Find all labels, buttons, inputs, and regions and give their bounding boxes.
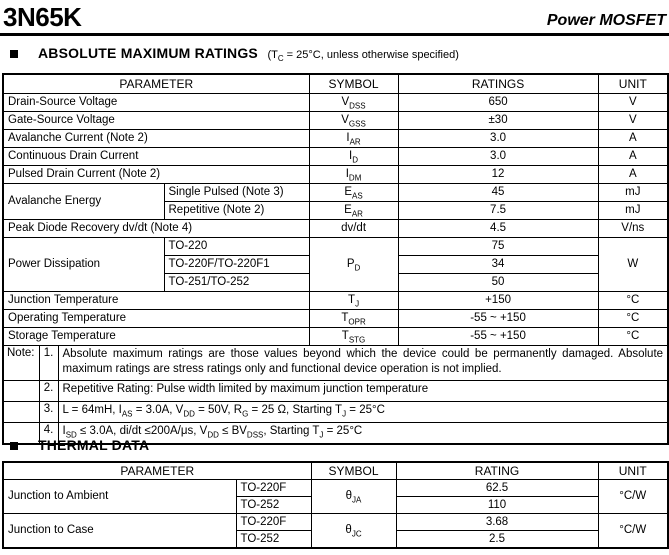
table-row (3, 166, 668, 184)
table-header-row (3, 74, 668, 94)
table-row (3, 130, 668, 148)
unit-cell: mJ (598, 202, 668, 220)
col-header-unit: UNIT (598, 462, 668, 480)
table-header-row (3, 462, 668, 480)
rating-cell: 110 (396, 497, 598, 514)
part-number: 3N65K (3, 2, 82, 32)
param-cell: Junction Temperature (3, 292, 309, 310)
note-label-cell: Note: (3, 346, 39, 381)
symbol-cell: $T_{STG}$ (309, 328, 398, 346)
rating-cell: 3.68 (396, 514, 598, 531)
note-label-cell (3, 402, 39, 423)
table-row (3, 514, 668, 531)
unit-cell: V (598, 112, 668, 130)
table-row (3, 148, 668, 166)
unit-cell: A (598, 148, 668, 166)
rating-cell: 3.0 (398, 130, 598, 148)
col-header-ratings: RATINGS (398, 74, 598, 94)
param-cell: Avalanche Current (Note 2) (3, 130, 309, 148)
rating-cell: 2.5 (396, 531, 598, 549)
condition-cell: Single Pulsed (Note 3) (164, 184, 309, 202)
symbol-cell: $P_D$ (309, 238, 398, 292)
amr-section-title: ABSOLUTE MAXIMUM RATINGS (38, 45, 258, 61)
param-cell: Avalanche Energy (3, 184, 164, 220)
param-cell: Junction to Case (3, 514, 236, 549)
col-header-rating: RATING (396, 462, 598, 480)
package-cell: TO-252 (236, 531, 311, 549)
thermal-section-title: THERMAL DATA (38, 437, 150, 453)
param-cell: Pulsed Drain Current (Note 2) (3, 166, 309, 184)
rating-cell: +150 (398, 292, 598, 310)
condition-cell: TO-251/TO-252 (164, 274, 309, 292)
note-row (3, 381, 668, 402)
condition-cell: TO-220F/TO-220F1 (164, 256, 309, 274)
symbol-cell: $I_{DM}$ (309, 166, 398, 184)
symbol-cell: $T_J$ (309, 292, 398, 310)
table-row (3, 94, 668, 112)
rating-cell: 4.5 (398, 220, 598, 238)
note-text-cell: Absolute maximum ratings are those values beyond which the device could be permanently damaged. Absolute maximum ratings are stress ratings only and functional device operation is not implied. (58, 346, 668, 381)
note-text-cell: $I_{SD} \le 3.0A$, di/dt ≤200A/μs, $V_{DD} \le BV_{DSS}$, Starting $T_J = 25^\circ C$ (58, 423, 668, 445)
symbol-cell: $V_{GSS}$ (309, 112, 398, 130)
note-text-cell: L = 64mH, $I_{AS} = 3.0A$, $V_{DD} = 50V$, $R_G = 25$ Ω, Starting $T_J = 25^\circ C$ (58, 402, 668, 423)
note-number-cell: 3. (39, 402, 58, 423)
note-text-cell: Repetitive Rating: Pulse width limited by maximum junction temperature (58, 381, 668, 402)
section-bullet-icon (10, 442, 18, 450)
symbol-cell: $\theta_{JC}$ (311, 514, 396, 549)
symbol-cell: $I_D$ (309, 148, 398, 166)
param-cell: Continuous Drain Current (3, 148, 309, 166)
unit-cell: °C (598, 292, 668, 310)
symbol-cell: $T_{OPR}$ (309, 310, 398, 328)
table-row (3, 480, 668, 497)
absolute-maximum-ratings-table (2, 73, 669, 445)
rating-cell: -55 ~ +150 (398, 328, 598, 346)
unit-cell: mJ (598, 184, 668, 202)
amr-section-heading (38, 45, 459, 63)
rating-cell: 45 (398, 184, 598, 202)
col-header-parameter: PARAMETER (3, 74, 309, 94)
symbol-cell: dv/dt (309, 220, 398, 238)
unit-cell: °C (598, 328, 668, 346)
condition-cell: TO-220 (164, 238, 309, 256)
note-row (3, 346, 668, 381)
rating-cell: 650 (398, 94, 598, 112)
header-rule (0, 33, 669, 36)
rating-cell: ±30 (398, 112, 598, 130)
rating-cell: -55 ~ +150 (398, 310, 598, 328)
unit-cell: A (598, 130, 668, 148)
param-cell: Drain-Source Voltage (3, 94, 309, 112)
unit-cell: °C (598, 310, 668, 328)
unit-cell: V (598, 94, 668, 112)
section-bullet-icon (10, 50, 18, 58)
unit-cell: V/ns (598, 220, 668, 238)
col-header-symbol: SYMBOL (311, 462, 396, 480)
unit-cell: °C/W (598, 514, 668, 549)
table-row (3, 238, 668, 256)
col-header-unit: UNIT (598, 74, 668, 94)
param-cell: Storage Temperature (3, 328, 309, 346)
symbol-cell: $E_{AR}$ (309, 202, 398, 220)
param-cell: Gate-Source Voltage (3, 112, 309, 130)
note-row (3, 402, 668, 423)
rating-cell: 34 (398, 256, 598, 274)
unit-cell: °C/W (598, 480, 668, 514)
col-header-symbol: SYMBOL (309, 74, 398, 94)
table-row (3, 184, 668, 202)
product-family: Power MOSFET (546, 12, 666, 29)
package-cell: TO-252 (236, 497, 311, 514)
thermal-data-table (2, 461, 669, 549)
symbol-cell: $V_{DSS}$ (309, 94, 398, 112)
package-cell: TO-220F (236, 480, 311, 497)
rating-cell: 7.5 (398, 202, 598, 220)
param-cell: Operating Temperature (3, 310, 309, 328)
note-label-cell (3, 423, 39, 445)
rating-cell: 3.0 (398, 148, 598, 166)
symbol-cell: $I_{AR}$ (309, 130, 398, 148)
symbol-cell: $E_{AS}$ (309, 184, 398, 202)
note-number-cell: 4. (39, 423, 58, 445)
table-row (3, 328, 668, 346)
col-header-parameter: PARAMETER (3, 462, 311, 480)
note-label-cell (3, 381, 39, 402)
package-cell: TO-220F (236, 514, 311, 531)
rating-cell: 12 (398, 166, 598, 184)
param-cell: Junction to Ambient (3, 480, 236, 514)
table-row (3, 220, 668, 238)
param-cell: Peak Diode Recovery dv/dt (Note 4) (3, 220, 309, 238)
note-number-cell: 2. (39, 381, 58, 402)
table-row (3, 292, 668, 310)
rating-cell: 75 (398, 238, 598, 256)
param-cell: Power Dissipation (3, 238, 164, 292)
unit-cell: W (598, 238, 668, 292)
rating-cell: 50 (398, 274, 598, 292)
unit-cell: A (598, 166, 668, 184)
note-number-cell: 1. (39, 346, 58, 381)
condition-cell: Repetitive (Note 2) (164, 202, 309, 220)
rating-cell: 62.5 (396, 480, 598, 497)
table-row (3, 310, 668, 328)
symbol-cell: $\theta_{JA}$ (311, 480, 396, 514)
thermal-section-heading (38, 437, 149, 455)
amr-section-subtitle: ($T_C = 25^\circ C$, unless otherwise specified) (267, 49, 459, 64)
table-row (3, 112, 668, 130)
